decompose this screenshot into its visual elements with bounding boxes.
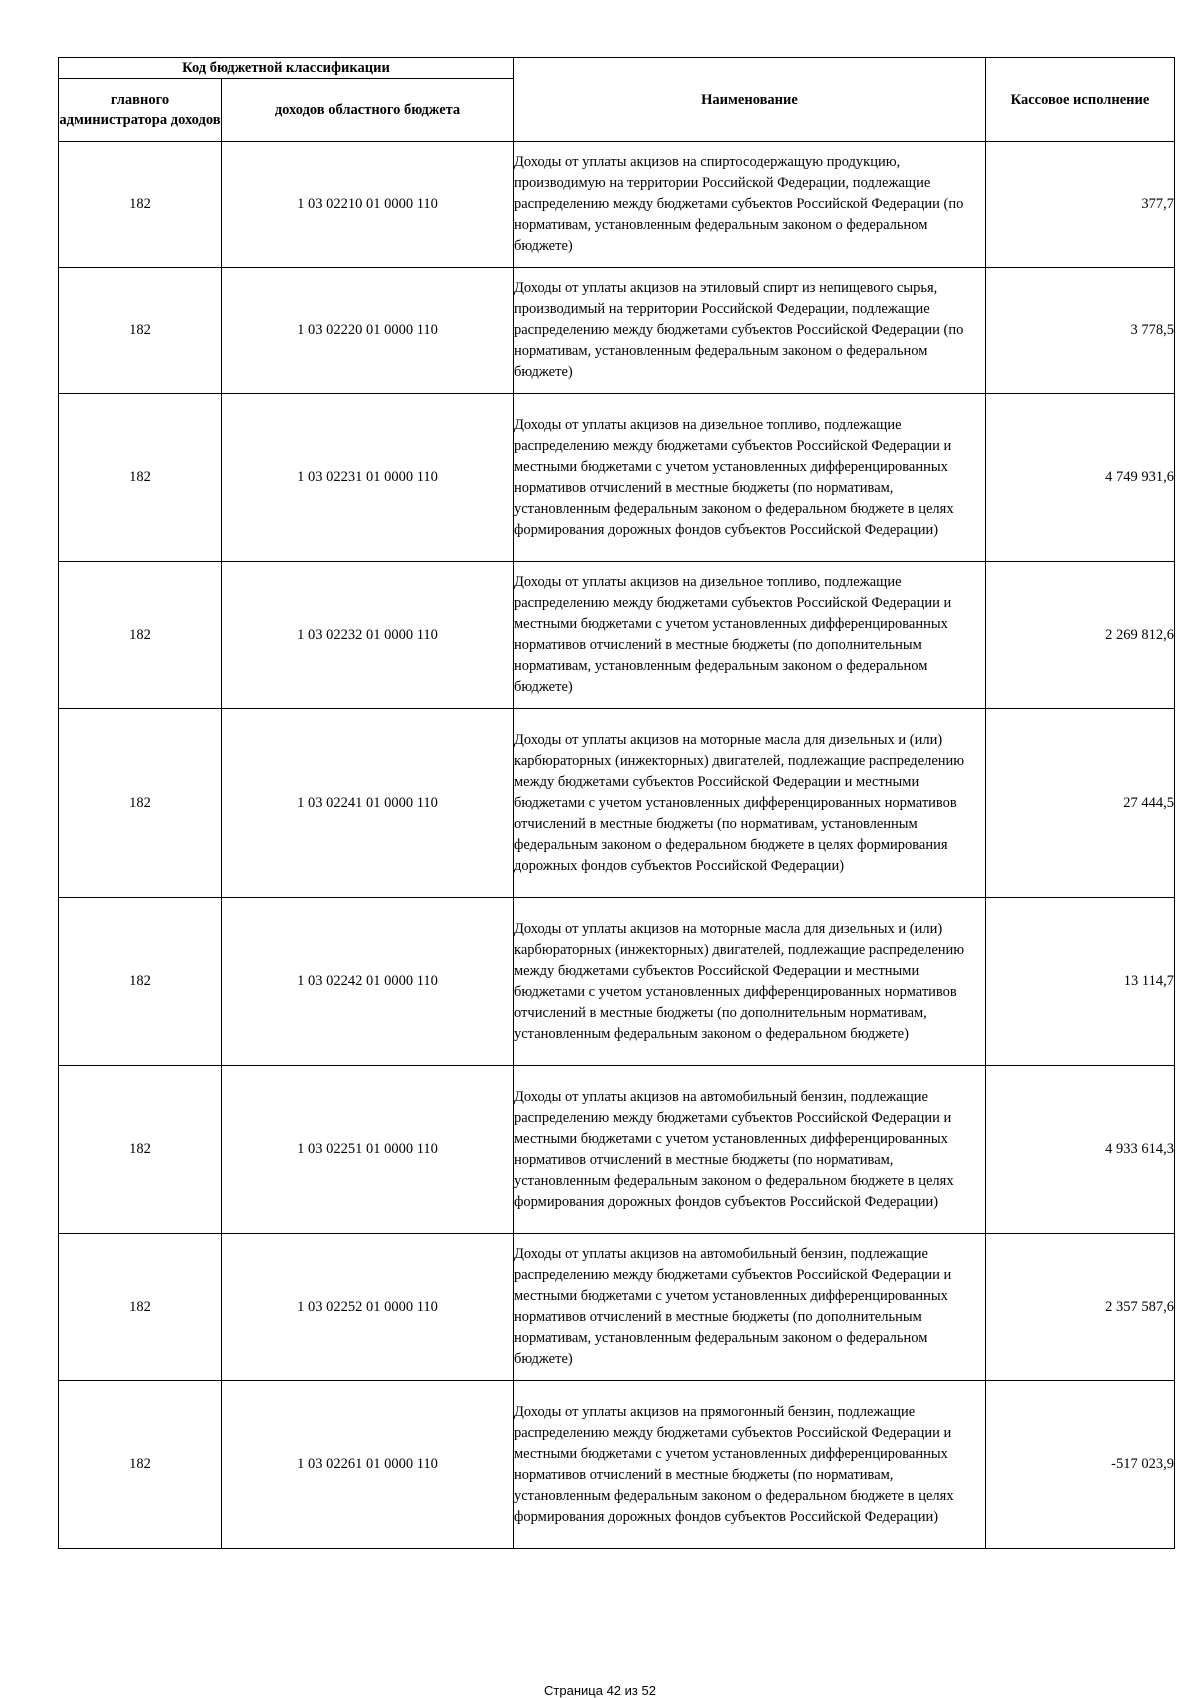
table-row: [59, 1381, 1175, 1549]
classification-code-cell: 1 03 02251 01 0000 110: [222, 1066, 514, 1234]
classification-code-cell: 1 03 02241 01 0000 110: [222, 709, 514, 898]
table-header: [59, 58, 1175, 142]
admin-code-cell: 182: [59, 142, 222, 268]
revenue-name-cell: Доходы от уплаты акцизов на этиловый спирт из непищевого сырья, производимый на территории Российской Федерации, подлежащие распределению между бюджетами субъектов Российской Федерации (по нормативам, установленным федеральным законом о федеральном бюджете): [514, 268, 986, 394]
classification-code-cell: 1 03 02242 01 0000 110: [222, 898, 514, 1066]
header-name: Наименование: [514, 58, 986, 142]
cash-execution-cell: 3 778,5: [986, 268, 1175, 394]
revenue-name-cell: Доходы от уплаты акцизов на автомобильный бензин, подлежащие распределению между бюджетами субъектов Российской Федерации и местными бюджетами с учетом установленных дифференцированных нормативов отчислений в местные бюджеты (по нормативам, установленным федеральным законом о федеральном бюджете в целях формирования дорожных фондов субъектов Российской Федерации): [514, 1066, 986, 1234]
cash-execution-cell: 4 933 614,3: [986, 1066, 1175, 1234]
table-row: [59, 142, 1175, 268]
classification-code-cell: 1 03 02231 01 0000 110: [222, 394, 514, 562]
admin-code-cell: 182: [59, 1234, 222, 1381]
table-body: [59, 142, 1175, 1549]
admin-code-cell: 182: [59, 898, 222, 1066]
admin-code-cell: 182: [59, 1381, 222, 1549]
header-regional-budget-revenues: доходов областного бюджета: [222, 79, 514, 142]
table-row: [59, 562, 1175, 709]
cash-execution-cell: 2 269 812,6: [986, 562, 1175, 709]
classification-code-cell: 1 03 02210 01 0000 110: [222, 142, 514, 268]
table-row: [59, 1234, 1175, 1381]
cash-execution-cell: 27 444,5: [986, 709, 1175, 898]
header-budget-classification-code: Код бюджетной классификации: [59, 58, 514, 79]
revenue-name-cell: Доходы от уплаты акцизов на моторные масла для дизельных и (или) карбюраторных (инжекторных) двигателей, подлежащие распределению между бюджетами субъектов Российской Федерации и местными бюджетами с учетом установленных дифференцированных нормативов отчислений в местные бюджеты (по нормативам, установленным федеральным законом о федеральном бюджете в целях формирования дорожных фондов субъектов Российской Федерации): [514, 709, 986, 898]
table-row: [59, 268, 1175, 394]
table-row: [59, 1066, 1175, 1234]
header-row-group: [59, 58, 1175, 79]
revenue-name-cell: Доходы от уплаты акцизов на моторные масла для дизельных и (или) карбюраторных (инжекторных) двигателей, подлежащие распределению между бюджетами субъектов Российской Федерации и местными бюджетами с учетом установленных дифференцированных нормативов отчислений в местные бюджеты (по дополнительным нормативам, установленным федеральным законом о федеральном бюджете): [514, 898, 986, 1066]
admin-code-cell: 182: [59, 562, 222, 709]
admin-code-cell: 182: [59, 1066, 222, 1234]
revenue-name-cell: Доходы от уплаты акцизов на прямогонный бензин, подлежащие распределению между бюджетами субъектов Российской Федерации и местными бюджетами с учетом установленных дифференцированных нормативов отчислений в местные бюджеты (по нормативам, установленным федеральным законом о федеральном бюджете в целях формирования дорожных фондов субъектов Российской Федерации): [514, 1381, 986, 1549]
cash-execution-cell: 13 114,7: [986, 898, 1175, 1066]
cash-execution-cell: -517 023,9: [986, 1381, 1175, 1549]
classification-code-cell: 1 03 02252 01 0000 110: [222, 1234, 514, 1381]
revenue-name-cell: Доходы от уплаты акцизов на дизельное топливо, подлежащие распределению между бюджетами субъектов Российской Федерации и местными бюджетами с учетом установленных дифференцированных нормативов отчислений в местные бюджеты (по нормативам, установленным федеральным законом о федеральном бюджете в целях формирования дорожных фондов субъектов Российской Федерации): [514, 394, 986, 562]
admin-code-cell: 182: [59, 709, 222, 898]
budget-revenue-table: [58, 57, 1175, 1549]
classification-code-cell: 1 03 02261 01 0000 110: [222, 1381, 514, 1549]
cash-execution-cell: 2 357 587,6: [986, 1234, 1175, 1381]
classification-code-cell: 1 03 02232 01 0000 110: [222, 562, 514, 709]
classification-code-cell: 1 03 02220 01 0000 110: [222, 268, 514, 394]
header-cash-execution: Кассовое исполнение: [986, 58, 1175, 142]
admin-code-cell: 182: [59, 268, 222, 394]
revenue-name-cell: Доходы от уплаты акцизов на автомобильный бензин, подлежащие распределению между бюджетами субъектов Российской Федерации и местными бюджетами с учетом установленных дифференцированных нормативов отчислений в местные бюджеты (по дополнительным нормативам, установленным федеральным законом о федеральном бюджете): [514, 1234, 986, 1381]
table-row: [59, 898, 1175, 1066]
revenue-name-cell: Доходы от уплаты акцизов на спиртосодержащую продукцию, производимую на территории Российской Федерации, подлежащие распределению между бюджетами субъектов Российской Федерации (по нормативам, установленным федеральным законом о федеральном бюджете): [514, 142, 986, 268]
cash-execution-cell: 377,7: [986, 142, 1175, 268]
table-row: [59, 394, 1175, 562]
table-row: [59, 709, 1175, 898]
header-main-administrator: главного администратора доходов: [59, 79, 222, 142]
page-number: Страница 42 из 52: [544, 1683, 656, 1698]
cash-execution-cell: 4 749 931,6: [986, 394, 1175, 562]
revenue-name-cell: Доходы от уплаты акцизов на дизельное топливо, подлежащие распределению между бюджетами субъектов Российской Федерации и местными бюджетами с учетом установленных дифференцированных нормативов отчислений в местные бюджеты (по дополнительным нормативам, установленным федеральным законом о федеральном бюджете): [514, 562, 986, 709]
admin-code-cell: 182: [59, 394, 222, 562]
